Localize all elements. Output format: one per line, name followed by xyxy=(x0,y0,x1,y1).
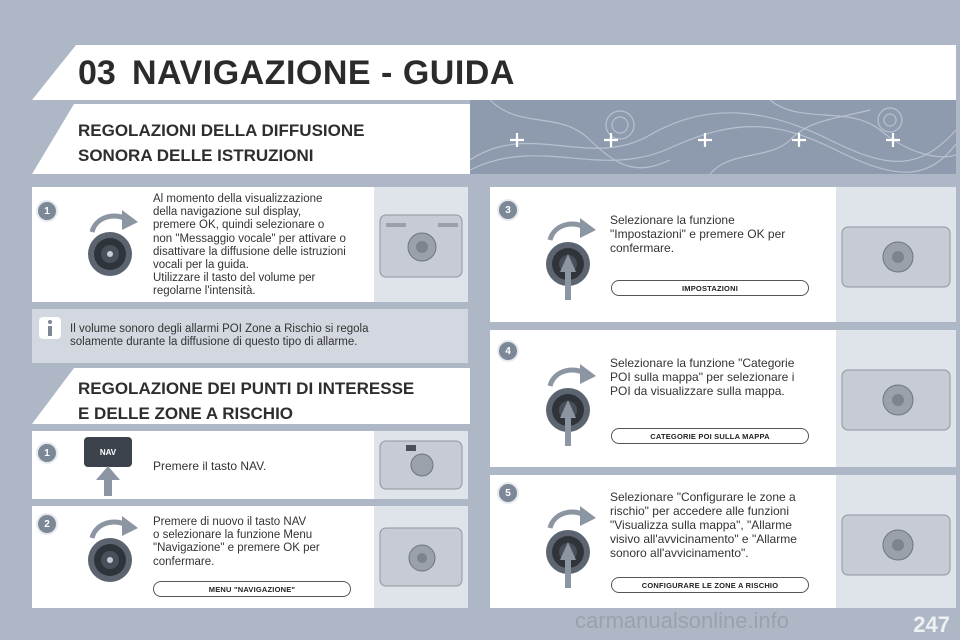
info-icon xyxy=(38,316,62,345)
chapter-number: 03 xyxy=(78,54,116,92)
step-badge: 1 xyxy=(36,442,58,464)
info-text: Il volume sonoro degli allarmi POI Zone a Rischio si regola solamente durante la diffusione di questo tipo di allarme. xyxy=(70,323,369,349)
map-graphic xyxy=(470,100,956,174)
radio-unit-image xyxy=(374,187,468,302)
radio-unit-image xyxy=(836,475,956,608)
page-title: NAVIGAZIONE - GUIDA xyxy=(132,54,515,92)
step-4-text: Selezionare la funzione "Categorie POI sulla mappa" per selezionare i POI da visualizzare sulla mappa. xyxy=(610,356,795,398)
step-b2-text: Premere di nuovo il tasto NAV o selezionare la funzione Menu "Navigazione" e premere OK per confermare. xyxy=(153,516,320,568)
nav-button-icon: NAV xyxy=(84,437,132,467)
step-badge: 1 xyxy=(36,200,58,222)
rotary-knob-icon xyxy=(82,512,142,597)
impostazioni-pill: IMPOSTAZIONI xyxy=(611,280,809,296)
watermark: carmanualsonline.info xyxy=(575,608,790,633)
step-a1-text: Al momento della visualizzazione della navigazione sul display, premere OK, quindi selezionare o non "Messaggio vocale" per attivare o disattivare la diffusione delle istruzioni vocali per la guida. Utilizzare il tasto del volume per regolarne l'intensità. xyxy=(153,193,346,298)
step-b1-text: Premere il tasto NAV. xyxy=(153,459,267,473)
radio-unit-image xyxy=(836,187,956,322)
rotary-knob-press-icon xyxy=(540,360,600,453)
rotary-knob-press-icon xyxy=(540,214,600,307)
page-number: 247 xyxy=(913,612,950,637)
configurare-zone-pill: CONFIGURARE LE ZONE A RISCHIO xyxy=(611,577,809,593)
step-badge: 2 xyxy=(36,513,58,535)
step-badge: 4 xyxy=(497,340,519,362)
rotary-knob-icon xyxy=(82,206,142,291)
categorie-poi-pill: CATEGORIE POI SULLA MAPPA xyxy=(611,428,809,444)
rotary-knob-press-icon xyxy=(540,502,600,595)
radio-unit-image xyxy=(836,330,956,467)
section-title-poi: REGOLAZIONE DEI PUNTI DI INTERESSE E DELLE ZONE A RISCHIO xyxy=(78,379,415,423)
section-title-sound: REGOLAZIONI DELLA DIFFUSIONE SONORA DELLE ISTRUZIONI xyxy=(78,121,365,165)
radio-unit-image xyxy=(374,506,468,608)
step-5-text: Selezionare "Configurare le zone a rischio" per accedere alle funzioni "Visualizza sulla mappa", "Allarme visivo all'avvicinamento" e "Allarme sonoro all'avvicinamento". xyxy=(610,490,797,560)
menu-label-pill: MENU "NAVIGAZIONE" xyxy=(153,581,351,597)
step-badge: 5 xyxy=(497,482,519,504)
step-badge: 3 xyxy=(497,199,519,221)
step-3-text: Selezionare la funzione "Impostazioni" e premere OK per confermare. xyxy=(610,213,786,255)
arrow-up-icon xyxy=(96,466,120,501)
radio-unit-image xyxy=(374,431,468,499)
